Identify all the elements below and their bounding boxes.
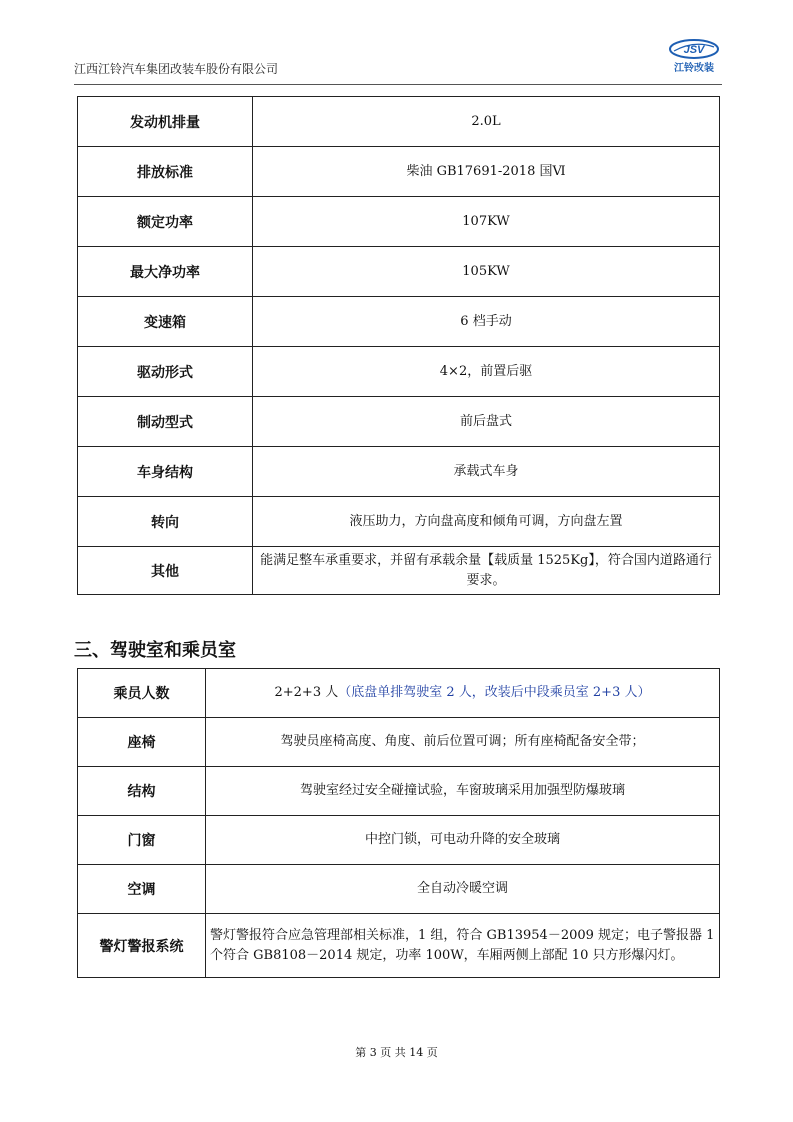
row-label: 其他 [78, 547, 253, 595]
row-value: 105KW [253, 247, 720, 297]
row-label: 门窗 [78, 816, 206, 865]
table-row [78, 397, 720, 447]
row-value: 警灯警报符合应急管理部相关标准，1 组，符合 GB13954－2009 规定；电子警报器 1 个符合 GB8108－2014 规定，功率 100W，车厢两侧上部配 10 只方形爆闪灯。 [206, 914, 720, 978]
row-label: 变速箱 [78, 297, 253, 347]
row-label: 额定功率 [78, 197, 253, 247]
table-row [78, 865, 720, 914]
table-row [78, 914, 720, 978]
row-value: 107KW [253, 197, 720, 247]
table-row [78, 767, 720, 816]
row-label: 最大净功率 [78, 247, 253, 297]
table-row [78, 669, 720, 718]
row-value: 能满足整车承重要求，并留有承载余量【载质量 1525Kg】，符合国内道路通行要求。 [253, 547, 720, 595]
company-logo [668, 38, 720, 76]
row-label: 警灯警报系统 [78, 914, 206, 978]
logo-text: 江铃改装 [674, 63, 714, 74]
row-value: 驾驶员座椅高度、角度、前后位置可调；所有座椅配备安全带； [206, 718, 720, 767]
row-value: 前后盘式 [253, 397, 720, 447]
table-row [78, 297, 720, 347]
row-value: 液压助力，方向盘高度和倾角可调，方向盘左置 [253, 497, 720, 547]
row-value: 6 档手动 [253, 297, 720, 347]
company-name: 江西江铃汽车集团改装车股份有限公司 [74, 62, 279, 76]
row-value: 柴油 GB17691-2018 国Ⅵ [253, 147, 720, 197]
row-value: 全自动冷暖空调 [206, 865, 720, 914]
row-label: 乘员人数 [78, 669, 206, 718]
row-label: 空调 [78, 865, 206, 914]
row-value: 承载式车身 [253, 447, 720, 497]
table-row [78, 816, 720, 865]
header-divider [74, 84, 722, 85]
row-label: 排放标准 [78, 147, 253, 197]
jsv-logo-icon [668, 38, 720, 60]
powertrain-spec-table [77, 96, 720, 595]
row-value [206, 669, 720, 718]
table-row [78, 97, 720, 147]
row-label: 结构 [78, 767, 206, 816]
section-title: 三、驾驶室和乘员室 [74, 640, 236, 661]
row-label: 驱动形式 [78, 347, 253, 397]
row-label: 制动型式 [78, 397, 253, 447]
table-row [78, 447, 720, 497]
logo-mark: JSV [683, 44, 705, 56]
row-value: 2.0L [253, 97, 720, 147]
row-label: 座椅 [78, 718, 206, 767]
passenger-note: （底盘单排驾驶室 2 人，改装后中段乘员室 2+3 人） [338, 685, 651, 700]
table-row [78, 347, 720, 397]
row-label: 车身结构 [78, 447, 253, 497]
table-row [78, 147, 720, 197]
table-row [78, 247, 720, 297]
row-value: 4×2，前置后驱 [253, 347, 720, 397]
table-row [78, 718, 720, 767]
row-value: 驾驶室经过安全碰撞试验，车窗玻璃采用加强型防爆玻璃 [206, 767, 720, 816]
table-row [78, 197, 720, 247]
passenger-count: 2+2+3 人 [274, 685, 339, 700]
table-row [78, 547, 720, 595]
table-row [78, 497, 720, 547]
row-value: 中控门锁，可电动升降的安全玻璃 [206, 816, 720, 865]
cab-spec-table [77, 668, 720, 978]
row-label: 转向 [78, 497, 253, 547]
page-number: 第 3 页 共 14 页 [355, 1046, 438, 1059]
row-label: 发动机排量 [78, 97, 253, 147]
